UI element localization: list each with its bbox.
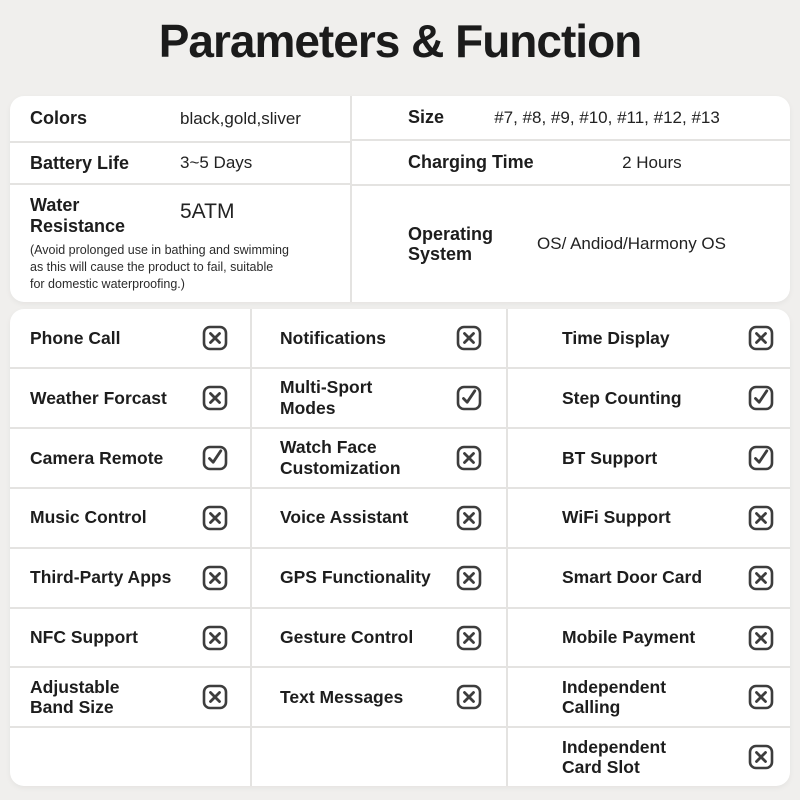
feature-checkbox [748, 684, 774, 710]
feature-checkbox [748, 445, 774, 471]
check-icon [748, 445, 774, 471]
spec-label: Water Resistance [30, 195, 126, 236]
feature-checkbox [202, 505, 228, 531]
cross-icon [748, 625, 774, 651]
feature-label: Phone Call [30, 327, 121, 348]
feature-label: Gesture Control [280, 627, 414, 648]
feature-row-adjustable-band-size [10, 666, 250, 726]
feature-column-3 [506, 309, 790, 786]
spec-column-right [350, 96, 790, 302]
spec-value: black,gold,sliver [180, 108, 301, 128]
feature-label: Adjustable Band Size [30, 676, 120, 718]
feature-row-wifi-support [508, 487, 790, 547]
feature-checkbox [748, 625, 774, 651]
check-icon [456, 385, 482, 411]
feature-row-mobile-payment [508, 607, 790, 667]
cross-icon [202, 505, 228, 531]
feature-label: Music Control [30, 507, 147, 528]
feature-checkbox [202, 565, 228, 591]
feature-row-independent-card-slot [508, 726, 790, 786]
feature-row-text-messages [252, 666, 506, 726]
feature-checkbox [202, 684, 228, 710]
spec-row-colors [10, 96, 350, 141]
feature-checkbox [748, 744, 774, 770]
feature-label: BT Support [562, 447, 658, 468]
feature-row-watch-face-customization [252, 427, 506, 487]
feature-checkbox [202, 625, 228, 651]
spec-column-left [10, 96, 350, 302]
feature-row-multi-sport-modes [252, 367, 506, 427]
feature-checkbox [456, 385, 482, 411]
feature-checkbox [748, 505, 774, 531]
cross-icon [748, 744, 774, 770]
feature-column-1 [10, 309, 250, 786]
feature-label: GPS Functionality [280, 567, 431, 588]
cross-icon [456, 625, 482, 651]
feature-row-independent-calling [508, 666, 790, 726]
spec-value: 3~5 Days [180, 153, 253, 173]
cross-icon [456, 505, 482, 531]
feature-label: NFC Support [30, 627, 138, 648]
cross-icon [748, 505, 774, 531]
cross-icon [748, 325, 774, 351]
cross-icon [456, 565, 482, 591]
feature-checkbox [456, 684, 482, 710]
spec-value: 5ATM [180, 200, 235, 224]
feature-row-empty [10, 726, 250, 786]
feature-row-camera-remote [10, 427, 250, 487]
feature-label: Watch Face Customization [280, 437, 401, 478]
cross-icon [748, 565, 774, 591]
feature-checkbox [456, 445, 482, 471]
spec-value: 2 Hours [622, 152, 682, 172]
feature-label: Time Display [562, 327, 670, 348]
spec-card [10, 96, 790, 302]
feature-row-music-control [10, 487, 250, 547]
feature-grid [10, 309, 790, 786]
feature-checkbox [202, 325, 228, 351]
feature-row-empty [252, 726, 506, 786]
feature-row-gesture-control [252, 607, 506, 667]
feature-label: Mobile Payment [562, 627, 696, 648]
check-icon [748, 385, 774, 411]
feature-label: Third-Party Apps [30, 567, 172, 588]
feature-checkbox [748, 325, 774, 351]
feature-checkbox [456, 625, 482, 651]
spec-label: Size [408, 107, 445, 128]
spec-row-operating-system [352, 184, 790, 302]
spec-value: OS/ Andiod/Harmony OS [537, 234, 726, 254]
cross-icon [456, 684, 482, 710]
feature-checkbox [202, 445, 228, 471]
spec-value: #7, #8, #9, #10, #11, #12, #13 [494, 107, 720, 127]
cross-icon [456, 325, 482, 351]
feature-row-smart-door-card [508, 547, 790, 607]
cross-icon [748, 684, 774, 710]
cross-icon [202, 325, 228, 351]
feature-label: Camera Remote [30, 447, 164, 468]
feature-label: Step Counting [562, 387, 682, 408]
feature-row-bt-support [508, 427, 790, 487]
feature-checkbox [456, 325, 482, 351]
feature-row-notifications [252, 309, 506, 367]
water-resistance-note: (Avoid prolonged use in bathing and swimming as this will cause the product to fail, suitable for domestic waterproofing.) [30, 242, 289, 292]
cross-icon [202, 684, 228, 710]
feature-label: WiFi Support [562, 507, 671, 528]
spec-label: Colors [30, 108, 88, 129]
check-icon [202, 445, 228, 471]
feature-checkbox [748, 385, 774, 411]
spec-row-water-resistance [10, 183, 350, 302]
spec-label: Battery Life [30, 152, 130, 173]
spec-label: Operating System [408, 223, 494, 265]
feature-row-third-party-apps [10, 547, 250, 607]
cross-icon [456, 445, 482, 471]
spec-row-charging-time [352, 139, 790, 184]
cross-icon [202, 565, 228, 591]
feature-checkbox [456, 565, 482, 591]
feature-row-gps-functionality [252, 547, 506, 607]
feature-row-step-counting [508, 367, 790, 427]
cross-icon [202, 625, 228, 651]
spec-label: Charging Time [408, 152, 534, 173]
feature-label: Text Messages [280, 687, 404, 708]
feature-checkbox [748, 565, 774, 591]
feature-row-nfc-support [10, 607, 250, 667]
water-resistance-main [30, 195, 338, 236]
feature-row-time-display [508, 309, 790, 367]
feature-label: Smart Door Card [562, 567, 703, 588]
feature-label: Notifications [280, 327, 386, 348]
feature-checkbox [202, 385, 228, 411]
feature-label: Independent Card Slot [562, 736, 667, 778]
feature-label: Weather Forcast [30, 387, 167, 408]
spec-row-size [352, 96, 790, 139]
feature-row-voice-assistant [252, 487, 506, 547]
page-title: Parameters & Function [158, 15, 642, 67]
cross-icon [202, 385, 228, 411]
feature-label: Multi-Sport Modes [280, 377, 373, 418]
feature-checkbox [456, 505, 482, 531]
spec-row-battery-life [10, 141, 350, 183]
feature-label: Independent Calling [562, 676, 667, 718]
feature-row-phone-call [10, 309, 250, 367]
feature-label: Voice Assistant [280, 507, 409, 528]
feature-row-weather-forcast [10, 367, 250, 427]
feature-column-2 [250, 309, 506, 786]
